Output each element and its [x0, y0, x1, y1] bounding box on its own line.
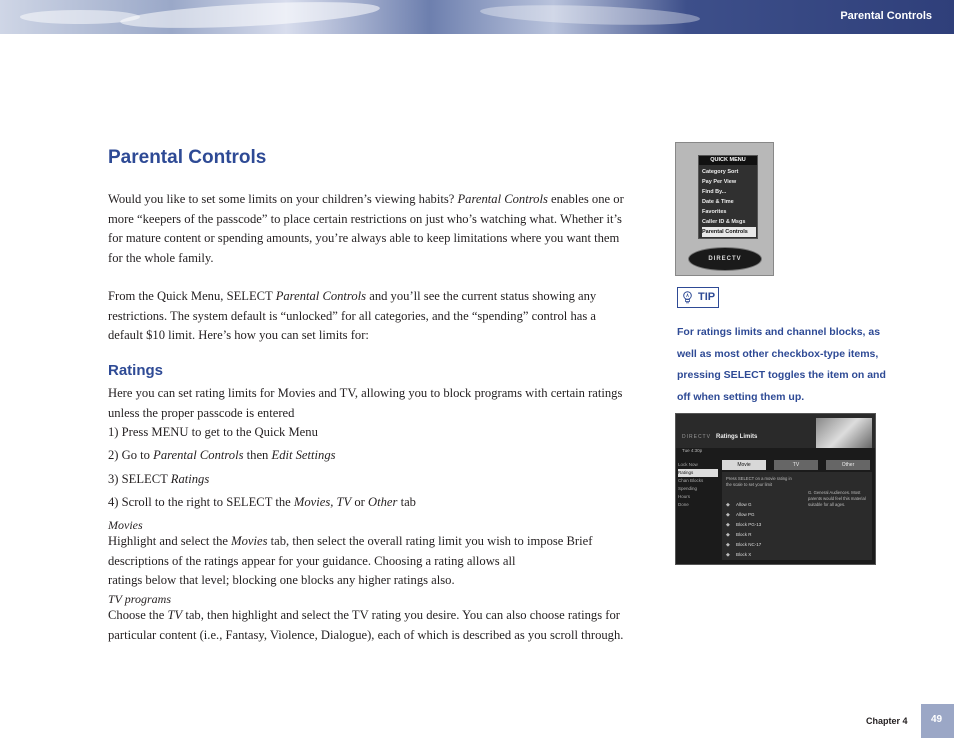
quick-menu-item: Category Sort [702, 169, 739, 175]
ratings-shot-side-item: Chan Blocks [678, 478, 704, 483]
step-3: 3) SELECT Ratings [108, 472, 210, 486]
quick-menu-item: Find By... [702, 189, 727, 195]
ratings-shot-side-item: Spending [678, 486, 698, 491]
chapter-label: Chapter 4 [866, 716, 908, 726]
quick-menu-item: Pay Per View [702, 179, 737, 185]
ratings-shot-description: Press SELECT on a movie rating in the scale to set your limit [726, 476, 792, 487]
ratings-shot-sidebar [678, 461, 718, 509]
ratings-heading: Ratings [108, 362, 164, 379]
ratings-shot-title: Ratings Limits [716, 434, 758, 440]
banner-decoration [120, 0, 381, 33]
intro-paragraph: Would you like to set some limits on your children’s viewing habits? Parental Controls enables one or more “keepers of the passcode” to place certain restrictions on just who’s watching what. Whether it’s for mature content or spending amounts, you’re always able to keep limitations where you want them for the whole family. [108, 192, 624, 265]
tip-text: For ratings limits and channel blocks, as well as most other checkbox-type items, pressing SELECT toggles the item on and off when setting them up. [677, 326, 886, 403]
ratings-intro: Here you can set rating limits for Movies and TV, allowing you to block programs with certain ratings unless the proper passcode is entered [108, 386, 623, 420]
banner-decoration [480, 2, 700, 28]
ratings-shot-list [726, 500, 796, 560]
tip-badge [677, 287, 719, 308]
tv-paragraph: Choose the TV tab, then highlight and select the TV rating you desire. You can also choose ratings for particular content (i.e., Fantasy, Violence, Dialogue), each of which is described as you scroll through. [108, 608, 624, 642]
page-number: 49 [931, 714, 943, 725]
directv-logo: DIRECTV [682, 434, 711, 440]
ratings-shot-tab-other: Other [826, 460, 870, 470]
directv-logo: DIRECTV [688, 247, 762, 271]
ratings-shot-item: ◆ Block R [726, 530, 796, 540]
ratings-shot-side-item: Hours [678, 494, 691, 499]
ratings-shot-side-item: Done [678, 502, 689, 507]
ratings-shot-item: ◆ Allow PG [726, 510, 796, 520]
ratings-shot-tabs [722, 460, 872, 470]
step-2: 2) Go to Parental Controls then Edit Settings [108, 448, 336, 462]
lightbulb-icon [682, 291, 693, 304]
page-title: Parental Controls [108, 147, 267, 168]
quick-menu-header: QUICK MENU [699, 156, 757, 165]
ratings-shot-side-item: Lock Now [678, 462, 698, 467]
running-header: Parental Controls [840, 10, 932, 22]
ratings-shot-tab-tv: TV [774, 460, 818, 470]
ratings-shot-tab-movie: Movie [722, 460, 766, 470]
tip-label: TIP [698, 291, 716, 303]
quick-menu-paragraph: From the Quick Menu, SELECT Parental Controls and you’ll see the current status showing any restrictions. The system default is “unlocked” for all categories, and the “spending” control has a default $10 limit. Here’s how you can set limits for: [108, 289, 597, 342]
quick-menu-item-selected: Parental Controls [702, 227, 756, 237]
step-4: 4) Scroll to the right to SELECT the Movies, TV or Other tab [108, 495, 416, 509]
quick-menu-item: Date & Time [702, 199, 734, 205]
ratings-shot-content [722, 472, 872, 560]
tv-subheading: TV programs [108, 592, 172, 606]
ratings-shot-side-item-selected: Ratings [678, 469, 718, 477]
quick-menu-item: Caller ID & Msgs [702, 219, 746, 225]
quick-menu-list [702, 167, 756, 237]
movies-subheading: Movies [108, 518, 143, 532]
movies-paragraph: Highlight and select the Movies tab, then select the overall rating limit you wish to impose Brief descriptions of the ratings appear for your guidance. Choosing a rating allows all ratings below that level; blocking one blocks any higher ratings also. [108, 534, 593, 587]
quick-menu-screenshot [675, 142, 774, 276]
video-thumbnail [816, 418, 872, 448]
ratings-shot-item: ◆ Block NC-17 [726, 540, 796, 550]
ratings-limits-screenshot [675, 413, 876, 565]
ratings-shot-item: ◆ Block PG-13 [726, 520, 796, 530]
quick-menu-item: Favorites [702, 209, 727, 215]
ratings-shot-header [676, 414, 875, 448]
quick-menu-panel [698, 155, 758, 239]
ratings-shot-note: G. General Audiences. Most parents would feel this material suitable for all ages. [808, 490, 866, 507]
ratings-shot-item: ◆ Allow G [726, 500, 796, 510]
header-banner [0, 0, 954, 34]
ratings-shot-time: Tue 4:30p [682, 448, 703, 453]
ratings-shot-item: ◆ Block X [726, 550, 796, 560]
step-1: 1) Press MENU to get to the Quick Menu [108, 425, 318, 439]
